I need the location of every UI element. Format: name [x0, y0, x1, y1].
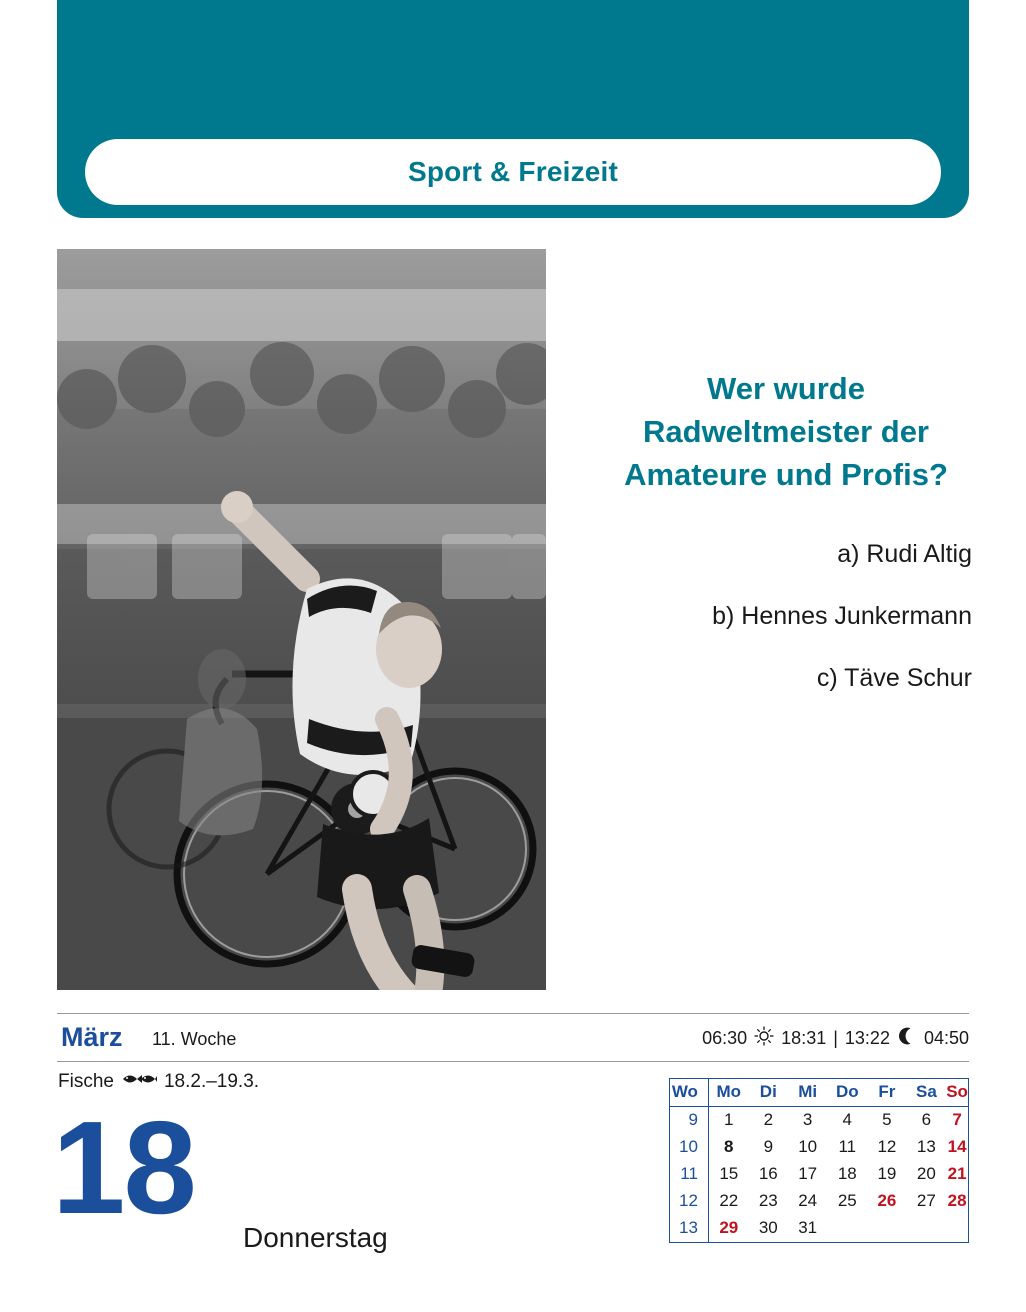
cal-day: [946, 1215, 968, 1242]
quiz-answer-c[interactable]: c) Täve Schur: [816, 664, 972, 693]
quiz-answers: [600, 538, 972, 694]
cal-day: [827, 1215, 867, 1242]
times-separator: |: [833, 1028, 838, 1048]
week-number: 10: [670, 1134, 708, 1161]
week-number: 12: [670, 1188, 708, 1215]
cal-day[interactable]: 29: [719, 1218, 739, 1237]
cal-day: [907, 1215, 947, 1242]
week-number: 13: [670, 1215, 708, 1242]
table-row: [670, 1215, 968, 1242]
category-label: Sport & Freizeit: [407, 156, 619, 187]
quiz-answer-a[interactable]: a) Rudi Altig: [837, 540, 972, 569]
month-label: März: [61, 1022, 123, 1052]
category-pill: [85, 139, 941, 205]
mini-cal-header-mo: Mo: [708, 1079, 748, 1107]
cal-day[interactable]: 3: [802, 1110, 813, 1129]
cal-day[interactable]: 6: [921, 1110, 932, 1129]
cal-day[interactable]: 31: [798, 1218, 818, 1237]
cal-day[interactable]: 8: [724, 1137, 734, 1156]
cal-day-sunday[interactable]: 28: [947, 1191, 967, 1210]
day-weekday: Donnerstag: [243, 1222, 388, 1253]
fish-icon: [121, 1070, 157, 1094]
cal-day[interactable]: 11: [838, 1137, 857, 1156]
cal-day[interactable]: 24: [798, 1191, 818, 1210]
cal-day[interactable]: 17: [798, 1164, 818, 1183]
cal-day[interactable]: 1: [724, 1110, 734, 1129]
mini-cal-header-fr: Fr: [867, 1079, 906, 1107]
zodiac-line: [58, 1070, 259, 1094]
cal-day[interactable]: 22: [719, 1191, 739, 1210]
quiz-block: [600, 368, 972, 724]
cal-day[interactable]: 2: [763, 1110, 774, 1129]
mini-cal-header-wo: Wo: [670, 1079, 708, 1107]
cal-day[interactable]: 27: [916, 1191, 936, 1210]
cal-day[interactable]: 18: [837, 1164, 857, 1183]
cal-day[interactable]: 9: [763, 1137, 774, 1156]
zodiac-range: 18.2.–19.3.: [163, 1071, 260, 1092]
cyclist-photo: [57, 249, 546, 990]
table-row: [670, 1107, 968, 1135]
cal-day[interactable]: 10: [798, 1137, 818, 1156]
cal-day[interactable]: 23: [758, 1191, 778, 1210]
mini-cal-header-do: Do: [827, 1079, 867, 1107]
cal-day[interactable]: 15: [719, 1164, 739, 1183]
sun-icon: [754, 1026, 774, 1051]
quiz-question: Wer wurde Radweltmeister der Amateure und Profis?: [624, 371, 948, 492]
cal-day: [867, 1215, 906, 1242]
mini-cal-header-mi: Mi: [788, 1079, 827, 1107]
day-number: 18: [52, 1094, 195, 1241]
moon-icon: [897, 1026, 917, 1051]
cal-day-sunday[interactable]: 21: [947, 1164, 967, 1183]
divider-middle: [57, 1061, 969, 1062]
week-number: 11: [670, 1161, 708, 1188]
mini-calendar: [669, 1078, 969, 1243]
moon-time: 04:50: [923, 1028, 969, 1048]
week-label: 11. Woche: [152, 1029, 237, 1049]
mini-calendar-header-row: [670, 1079, 968, 1107]
mini-calendar-table: [670, 1079, 968, 1242]
zodiac-name: Fische: [58, 1071, 114, 1092]
daylength: 13:22: [844, 1028, 890, 1048]
cal-day-sunday[interactable]: 7: [952, 1110, 962, 1129]
table-row: [670, 1134, 968, 1161]
table-row: [670, 1188, 968, 1215]
cal-day[interactable]: 20: [916, 1164, 936, 1183]
cal-day[interactable]: 13: [916, 1137, 936, 1156]
cal-day[interactable]: 12: [877, 1137, 897, 1156]
mini-cal-header-sa: Sa: [907, 1079, 947, 1107]
week-number: 9: [670, 1107, 708, 1135]
cal-day[interactable]: 5: [882, 1110, 892, 1129]
cal-day[interactable]: 4: [842, 1110, 853, 1129]
sunrise-time: 06:30: [702, 1028, 748, 1048]
quiz-answer-b[interactable]: b) Hennes Junkermann: [712, 602, 972, 631]
table-row: [670, 1161, 968, 1188]
mini-cal-header-di: Di: [749, 1079, 788, 1107]
divider-top: [57, 1013, 969, 1014]
cal-day-sunday[interactable]: 14: [947, 1137, 967, 1156]
cal-day[interactable]: 19: [877, 1164, 897, 1183]
photo-cyclist-icon: [57, 249, 546, 990]
cal-day[interactable]: 16: [758, 1164, 778, 1183]
sunset-time: 18:31: [781, 1028, 827, 1048]
sun-moon-times: [702, 1026, 969, 1051]
cal-day-holiday[interactable]: 26: [877, 1191, 897, 1210]
cal-day[interactable]: 30: [758, 1218, 778, 1237]
cal-day[interactable]: 25: [837, 1191, 857, 1210]
mini-cal-header-so: So: [946, 1079, 968, 1107]
